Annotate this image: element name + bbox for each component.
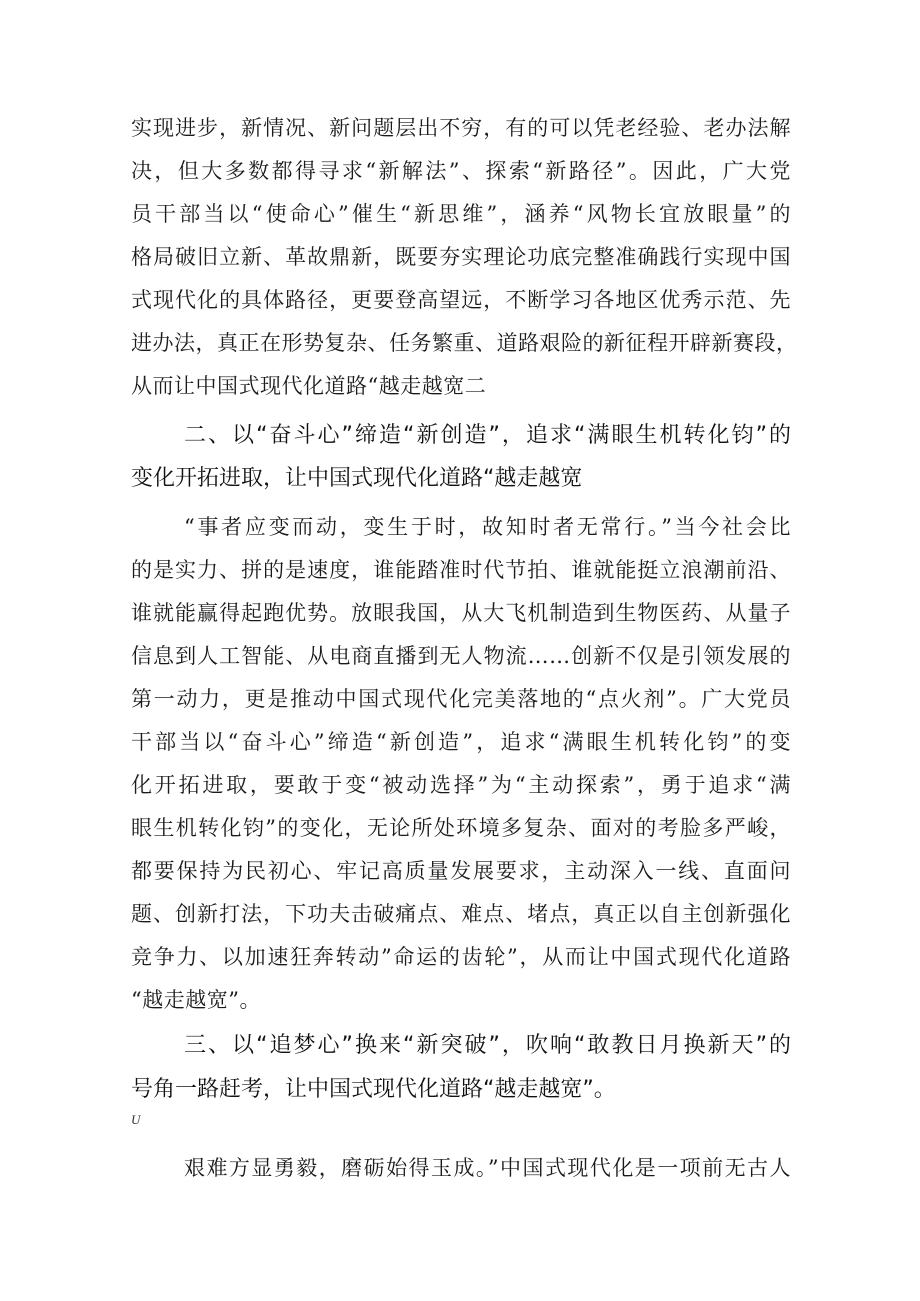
paragraph-line: 的是实力、拼的是速度，谁能踏准时代节拍、谁就能挺立浪潮前沿、	[131, 558, 791, 582]
paragraph-line: 眼生机转化钧”的变化，无论所处环境多复杂、面对的考脸多严峻，	[131, 816, 791, 840]
stray-marker: U	[131, 1112, 141, 1127]
paragraph-line: 第一动力，更是推动中国式现代化完美落地的“点火剂”。广大党员	[131, 687, 791, 711]
paragraph-line: “事者应变而动，变生于时，故知时者无常行。”当今社会比	[184, 515, 791, 539]
paragraph-line: 竞争力、以加速狂奔转动”命运的齿轮”，从而让中国式现代化道路	[131, 945, 791, 969]
paragraph-line: “越走越宽”。	[131, 988, 261, 1012]
paragraph-line: 信息到人工智能、从电商直播到无人物流……创新不仅是引领发展的	[131, 644, 791, 668]
paragraph-line: 艰难方显勇毅，磨砺始得玉成。”中国式现代化是一项前无古人	[184, 1156, 791, 1180]
paragraph-line: 进办法，真正在形势复杂、任务繁重、道路艰险的新征程开辟新赛段，	[131, 331, 798, 355]
paragraph-line: 干部当以“奋斗心”缔造“新创造”，追求“满眼生机转化钧”的变	[131, 730, 791, 754]
paragraph-line: 员干部当以“使命心”催生“新思维”，涵养“风物长宜放眼量”的	[131, 202, 791, 226]
paragraph-line: 从而让中国式现代化道路“越走越宽二	[131, 374, 487, 398]
paragraph-line: 化开拓进取，要敢于变“被动选择”为“主动探索”，勇于追求“满	[131, 773, 791, 797]
paragraph-line: 式现代化的具体路径，更要登高望远，不断学习各地区优秀示范、先	[131, 288, 791, 312]
heading-line: 号角一路赶考，让中国式现代化道路“越走越宽”。	[131, 1077, 616, 1102]
paragraph-line: 格局破旧立新、革故鼎新，既要夯实理论功底完整准确践行实现中国	[131, 245, 791, 269]
paragraph-line: 实现进步，新情况、新问题层出不穷，有的可以凭老经验、老办法解	[131, 116, 791, 140]
heading-line: 二、以“奋斗心”缔造“新创造”，追求“满眼生机转化钧”的	[184, 423, 791, 448]
paragraph-line: 决，但大多数都得寻求“新解法”、探索“新路径”。因此，广大党	[131, 159, 791, 183]
paragraph-line: 都要保持为民初心、牢记高质量发展要求，主动深入一线、直面问	[131, 859, 791, 883]
paragraph-line: 题、创新打法，下功夫击破痛点、难点、堵点，真正以自主创新强化	[131, 902, 791, 926]
heading-line: 变化开拓进取，让中国式现代化道路“越走越宽	[131, 466, 583, 491]
heading-line: 三、以“追梦心”换来“新突破”，吹响“敢教日月换新天”的	[184, 1033, 791, 1058]
paragraph-line: 谁就能赢得起跑优势。放眼我国，从大飞机制造到生物医药、从量子	[131, 601, 791, 625]
